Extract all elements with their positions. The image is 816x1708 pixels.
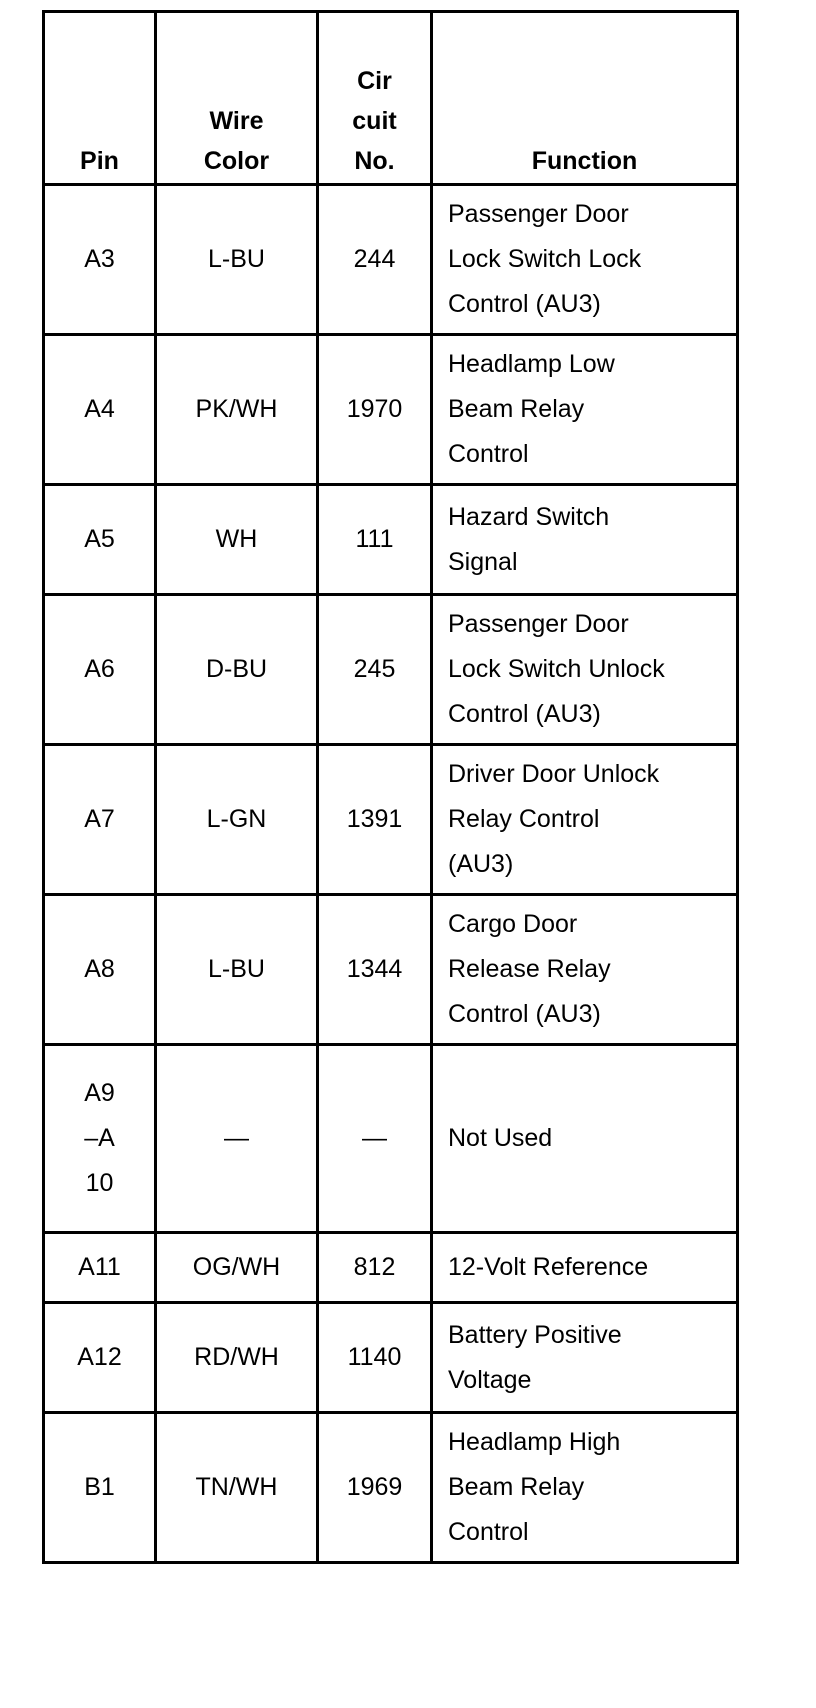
wire-color-cell: D-BU: [156, 595, 318, 745]
circuit-cell: 244: [318, 185, 432, 335]
pin-cell: A3: [44, 185, 156, 335]
table-row: [44, 485, 738, 595]
function-cell: 12-Volt Reference: [432, 1233, 738, 1303]
pin-cell: A9 –A 10: [44, 1045, 156, 1233]
circuit-cell: 1140: [318, 1303, 432, 1413]
circuit-cell: 111: [318, 485, 432, 595]
pin-cell: B1: [44, 1413, 156, 1563]
circuit-cell: 245: [318, 595, 432, 745]
function-cell: Passenger Door Lock Switch Lock Control (AU3): [432, 185, 738, 335]
pin-cell: A7: [44, 745, 156, 895]
table-row: [44, 745, 738, 895]
table-row: [44, 1045, 738, 1233]
function-cell: Headlamp High Beam Relay Control: [432, 1413, 738, 1563]
connector-pinout-table: [42, 10, 739, 1564]
wire-color-cell: RD/WH: [156, 1303, 318, 1413]
circuit-cell: 1344: [318, 895, 432, 1045]
table-row: [44, 1233, 738, 1303]
pin-cell: A12: [44, 1303, 156, 1413]
table-header: [44, 12, 738, 185]
wire-color-cell: L-GN: [156, 745, 318, 895]
function-cell: Battery Positive Voltage: [432, 1303, 738, 1413]
pin-cell: A4: [44, 335, 156, 485]
function-cell: Not Used: [432, 1045, 738, 1233]
header-row: [44, 12, 738, 185]
pin-cell: A5: [44, 485, 156, 595]
wire-color-cell: L-BU: [156, 895, 318, 1045]
function-cell: Headlamp Low Beam Relay Control: [432, 335, 738, 485]
table-row: [44, 895, 738, 1045]
wire-color-cell: L-BU: [156, 185, 318, 335]
table-body: [44, 185, 738, 1563]
header-circuit-no: Cir cuit No.: [318, 12, 432, 185]
wire-color-cell: TN/WH: [156, 1413, 318, 1563]
circuit-cell: 1391: [318, 745, 432, 895]
wire-color-cell: WH: [156, 485, 318, 595]
table-row: [44, 335, 738, 485]
pin-cell: A8: [44, 895, 156, 1045]
wire-color-cell: OG/WH: [156, 1233, 318, 1303]
table-row: [44, 1303, 738, 1413]
pin-cell: A11: [44, 1233, 156, 1303]
table-row: [44, 595, 738, 745]
circuit-cell: 812: [318, 1233, 432, 1303]
header-pin: Pin: [44, 12, 156, 185]
header-wire-color: Wire Color: [156, 12, 318, 185]
circuit-cell: —: [318, 1045, 432, 1233]
function-cell: Passenger Door Lock Switch Unlock Control (AU3): [432, 595, 738, 745]
circuit-cell: 1970: [318, 335, 432, 485]
function-cell: Cargo Door Release Relay Control (AU3): [432, 895, 738, 1045]
table-row: [44, 185, 738, 335]
header-function: Function: [432, 12, 738, 185]
function-cell: Driver Door Unlock Relay Control (AU3): [432, 745, 738, 895]
wire-color-cell: PK/WH: [156, 335, 318, 485]
circuit-cell: 1969: [318, 1413, 432, 1563]
pin-cell: A6: [44, 595, 156, 745]
table-row: [44, 1413, 738, 1563]
function-cell: Hazard Switch Signal: [432, 485, 738, 595]
wire-color-cell: —: [156, 1045, 318, 1233]
